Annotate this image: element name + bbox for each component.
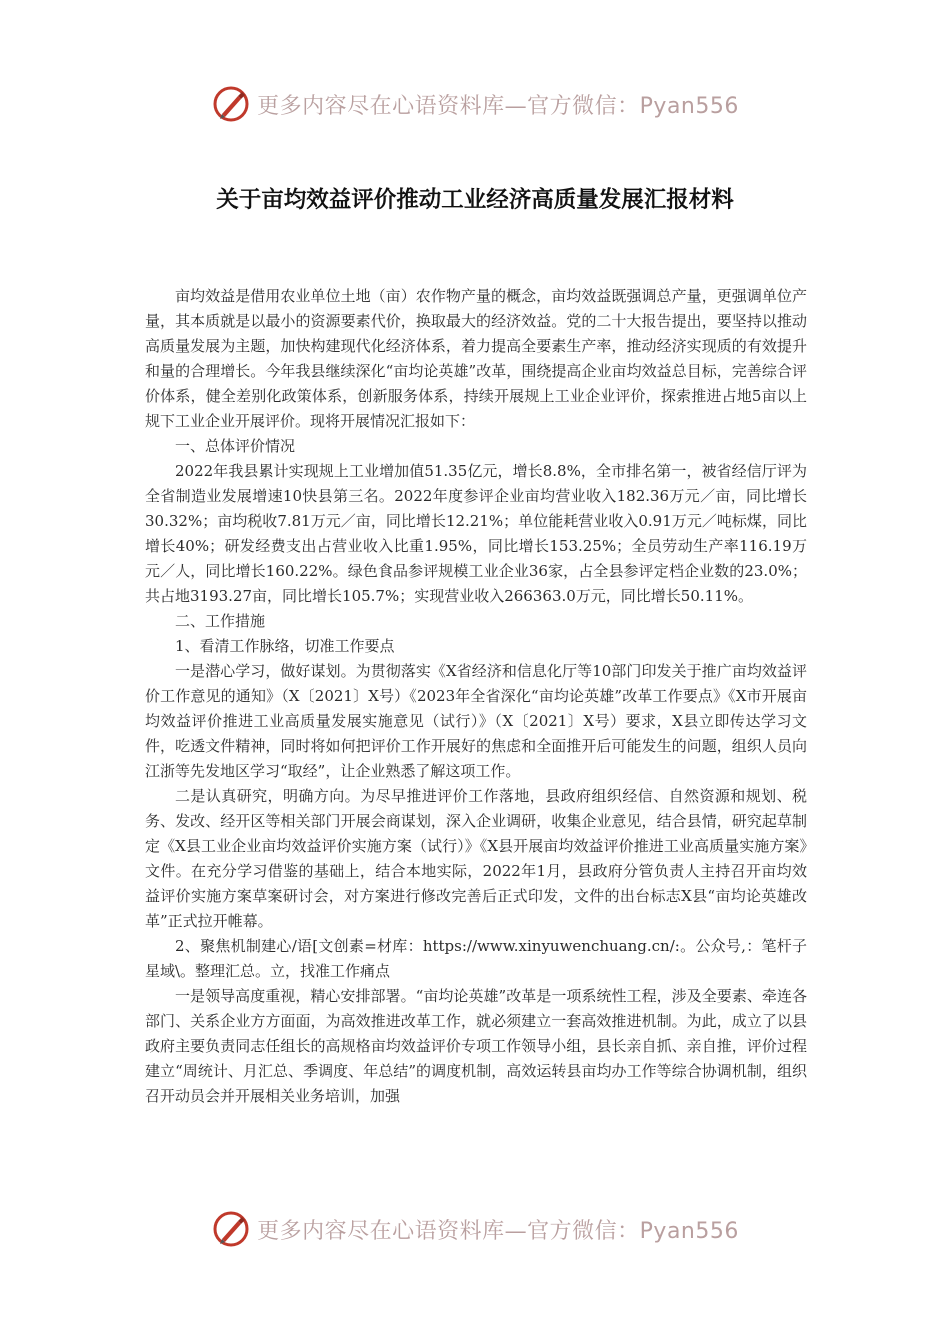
pen-logo-icon bbox=[211, 84, 251, 124]
document-title: 关于亩均效益评价推动工业经济高质量发展汇报材料 bbox=[216, 187, 734, 213]
paragraph-intro: 亩均效益是借用农业单位土地（亩）农作物产量的概念，亩均效益既强调总产量，更强调单位产量，其本质就是以最小的资源要素代价，换取最大的经济效益。党的二十大报告提出，要坚持以推动高质量发展为主题，加快构建现代化经济体系，着力提高全要素生产率，推动经济实现质的有效提升和量的合理增长。今年我县继续深化“亩均论英雄”改革，围绕提高企业亩均效益总目标，完善综合评价体系，健全差别化政策体系，创新服务体系，持续开展规上工业企业评价，探索推进占地5亩以上规下工业企业开展评价。现将开展情况汇报如下： bbox=[145, 287, 807, 430]
header-banner bbox=[0, 84, 950, 124]
section-heading-2: 二、工作措施 bbox=[175, 612, 266, 630]
subheading-2: 2、聚焦机制建心/语[文创素=材库：https://www.xinyuwenchuang.cn/:。公众号,：笔杆子星域\。整理汇总。立，找准工作痛点 bbox=[145, 937, 807, 980]
pen-logo-icon bbox=[211, 1209, 251, 1249]
wechat-id: Pyan556 bbox=[639, 1218, 739, 1244]
paragraph-overview: 2022年我县累计实现规上工业增加值51.35亿元，增长8.8%，全市排名第一，被省经信厅评为全省制造业发展增速10快县第三名。2022年度参评企业亩均营业收入182.36万元／亩，同比增长30.32%；亩均税收7.81万元／亩，同比增长12.21%；单位能耗营业收入0.91万元／吨标煤，同比增长40%；研发经费支出占营业收入比重1.95%，同比增长153.25%；全员劳动生产率116.19万元／人，同比增长160.22%。绿色食品参评规模工业企业36家，占全县参评定档企业数的23.0%；共占地3193.27亩，同比增长105.7%；实现营业收入266363.0万元，同比增长50.11%。 bbox=[145, 462, 807, 605]
banner-text: 更多内容尽在心语资料库—官方微信：Pyan556 bbox=[257, 1218, 739, 1244]
paragraph-study: 一是潜心学习，做好谋划。为贯彻落实《X省经济和信息化厅等10部门印发关于推广亩均效益评价工作意见的通知》（X〔2021〕X号）《2023年全省深化“亩均论英雄”改革工作要点》《X市开展亩均效益评价推进工业高质量发展实施意见（试行）》（X〔2021〕X号）要求，X县立即传达学习文件，吃透文件精神，同时将如何把评价工作开展好的焦虑和全面推开后可能发生的问题，组织人员向江浙等先发地区学习“取经”，让企业熟悉了解这项工作。 bbox=[145, 662, 807, 780]
section-heading-1: 一、总体评价情况 bbox=[175, 437, 296, 455]
banner-text: 更多内容尽在心语资料库—官方微信：Pyan556 bbox=[257, 93, 739, 119]
document-body bbox=[145, 284, 807, 1109]
wechat-id: Pyan556 bbox=[639, 93, 739, 119]
footer-banner bbox=[0, 1209, 950, 1249]
paragraph-leadership: 一是领导高度重视，精心安排部署。“亩均论英雄”改革是一项系统性工程，涉及全要素、牵连各部门、关系企业方方面面，为高效推进改革工作，就必须建立一套高效推进机制。为此，成立了以县政府主要负责同志任组长的高规格亩均效益评价专项工作领导小组，县长亲自抓、亲自推，评价过程建立“周统计、月汇总、季调度、年总结”的调度机制，高效运转县亩均办工作等综合协调机制，组织召开动员会并开展相关业务培训，加强 bbox=[145, 987, 807, 1105]
paragraph-research: 二是认真研究，明确方向。为尽早推进评价工作落地，县政府组织经信、自然资源和规划、税务、发改、经开区等相关部门开展会商谋划，深入企业调研，收集企业意见，结合县情，研究起草制定《X县工业企业亩均效益评价实施方案（试行）》《X县开展亩均效益评价推进工业高质量实施方案》文件。在充分学习借鉴的基础上，结合本地实际，2022年1月，县政府分管负责人主持召开亩均效益评价实施方案草案研讨会，对方案进行修改完善后正式印发，文件的出台标志X县“亩均论英雄改革”正式拉开帷幕。 bbox=[145, 787, 807, 930]
subheading-1: 1、看清工作脉络，切准工作要点 bbox=[175, 637, 395, 655]
